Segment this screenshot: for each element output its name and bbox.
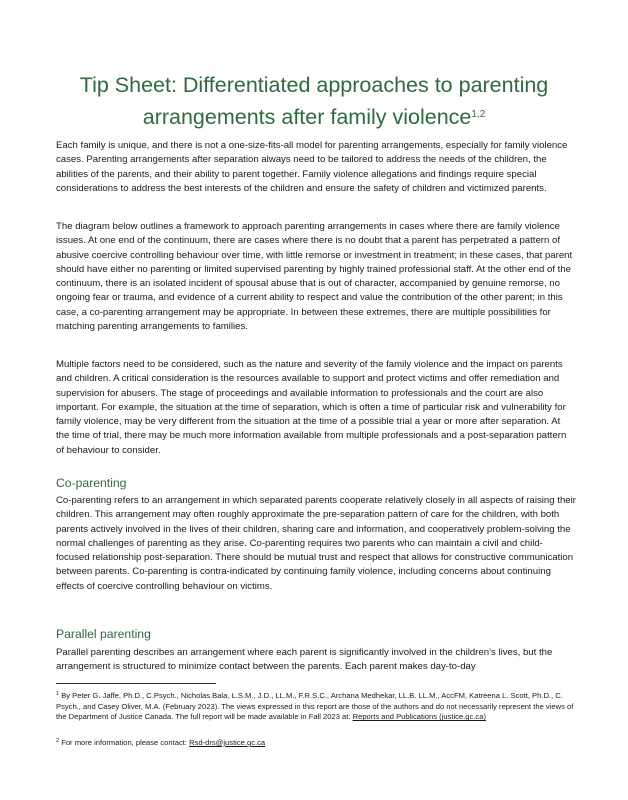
section-heading-parallel-parenting: Parallel parenting (56, 627, 151, 641)
intro-paragraph: Each family is unique, and there is not a one-size-fits-all model for parenting arrangements, especially for family violence cases. Parenting arrangements after separation always need to be tailored to address the needs of the children, the abilities of the parents, and their ability to parent together. Family violence allegations and findings require special considerations to address the best interests of the children and ensure the safety of children and victimized parents. (56, 140, 568, 194)
footnote-2-text: For more information, please contact: (61, 738, 190, 747)
section-heading-co-parenting: Co-parenting (56, 476, 127, 490)
footnote-divider (56, 683, 216, 684)
co-parenting-paragraph: Co-parenting refers to an arrangement in which separated parents cooperate relatively closely in all aspects of raising their children. This arrangement may often roughly approximate the pre-separation pattern of care for the children, with both parents actively involved in the lives of their children, sharing care and information, and cooperatively problem-solving the normal challenges of parenting as they arise. Co-parenting requires two parents who can maintain a civil and child-focused relationship post-separation. There should be mutual trust and respect that allows for constructive communication between parents. Co-parenting is contra-indicated by continuing family violence, including concerns about continuing effects of coercive controlling behaviour on victims. (56, 495, 576, 592)
footnote-2-number: 2 (56, 738, 60, 744)
title-footnote-ref: 1,2 (471, 109, 486, 121)
page-title (40, 70, 588, 132)
footnote-2 (56, 736, 578, 749)
footnote-1-number: 1 (56, 691, 60, 697)
title-line-1: Tip Sheet: Differentiated approaches to parenting (79, 73, 549, 98)
title-line-2: arrangements after family violence (142, 105, 472, 130)
footnote-1-text: By Peter G. Jaffe, Ph.D., C.Psych., Nicholas Bala, L.S.M., J.D., LL.M., F.R.S.C., Archana Medhekar, LL.B. LL.M., AccFM, Katreena L. Scott, Ph.D., C. Psych., and Casey Oliver, M.A. (February 2023). The views expressed in this report are those of the authors and do not necessarily represent the views of the Department of Justice Canada. The full report will be made available in Fall 2023 at: (56, 691, 574, 722)
footnote-1 (56, 689, 578, 723)
reports-publications-link[interactable]: Reports and Publications (justice.gc.ca) (352, 712, 486, 722)
parallel-parenting-paragraph: Parallel parenting describes an arrangement where each parent is significantly involved in the children’s lives, but the arrangement is structured to minimize contact between the parents. Each parent makes day-to-day (56, 647, 553, 673)
framework-paragraph: The diagram below outlines a framework to approach parenting arrangements in cases where there are family violence issues. At one end of the continuum, there are cases where there is no doubt that a parent has perpetrated a pattern of abusive coercive controlling behaviour over time, with little remorse or investment in treatment; in these cases, that parent should have either no parenting or limited supervised parenting by highly trained professional staff. At the other end of the continuum, there is an isolated incident of spousal abuse that is out of character, accompanied by genuine remorse, no ongoing fear or trauma, and evidence of a current ability to respect and value the contribution of the other parent; in this case, a co-parenting arrangement may be appropriate. In between these extremes, there are multiple possibilities for matching parenting arrangements to families. (56, 221, 573, 333)
contact-email-link[interactable]: Rsd-drs@justice.gc.ca (189, 738, 266, 747)
factors-paragraph: Multiple factors need to be considered, such as the nature and severity of the family violence and the impact on parents and children. A critical consideration is the resources available to support and protect victims and offer remediation and supervision for abusers. The stage of proceedings and available information to professionals and the court are also important. For example, the situation at the time of separation, which is often a time of particular risk and vulnerability for family violence, may be very different from the situation at the time of a possible trial a year or more after separation. At the time of trial, there may be much more information available from multiple professionals and a post-separation pattern of behaviour to consider. (56, 359, 567, 456)
